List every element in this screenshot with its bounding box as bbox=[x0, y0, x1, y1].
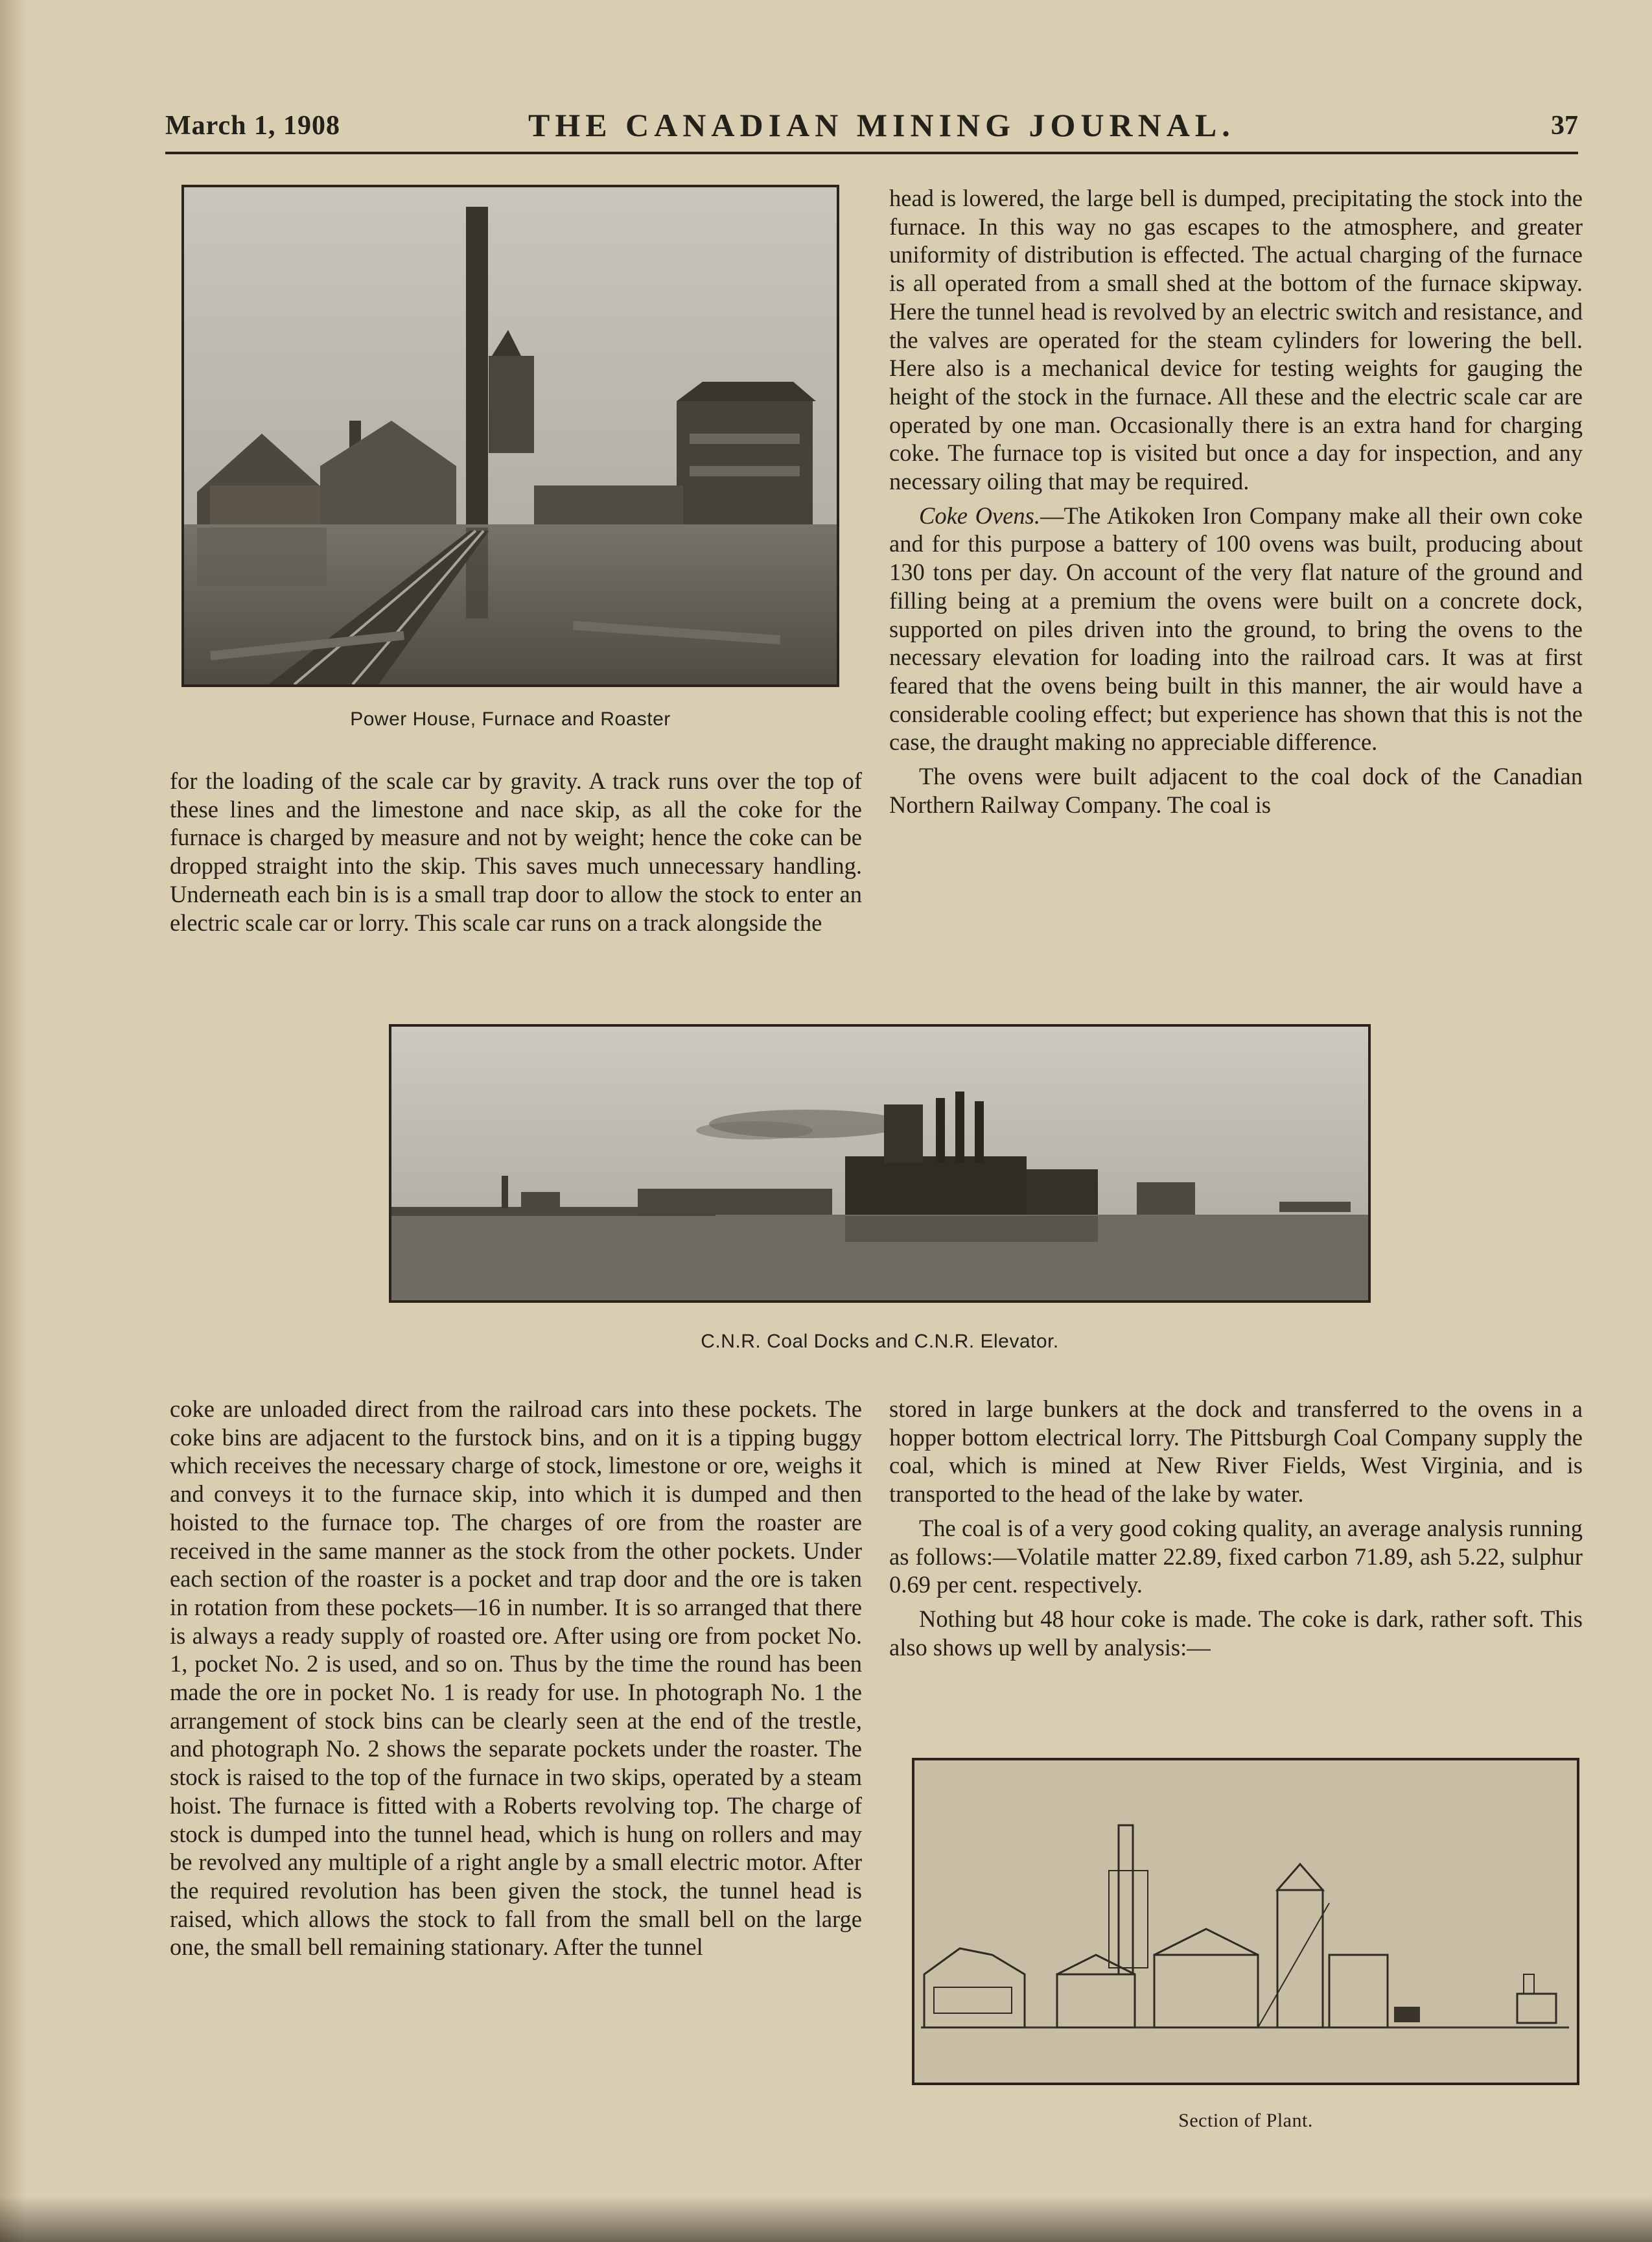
page-edge-shadow bbox=[0, 0, 26, 2242]
coal-docks-photo bbox=[389, 1024, 1371, 1303]
coal-docks-caption: C.N.R. Coal Docks and C.N.R. Elevator. bbox=[701, 1331, 1059, 1352]
paragraph: for the loading of the scale car by gravity. A track runs over the top of these lines and the limestone and nace skip, as all the coke for the furnace is charged by measure and not by weight; hence the coke can be dropped straight into the skip. This saves much unnecessary handling. Underneath each bin is is a small trap door to allow the stock to enter an electric scale car or lorry. This scale car runs on a track alongside the bbox=[170, 767, 862, 936]
text-column-bottom-right bbox=[889, 1395, 1583, 1661]
running-header bbox=[165, 107, 1578, 156]
coke-ovens-paragraph: Coke Ovens.—The Atikoken Iron Company make all their own coke and for this purpose a battery of 100 ovens was built, producing about 130 tons per day. On account of the very flat nature of the ground and filling being at a premium the ovens were built on a concrete dock, supported on piles driven into the ground, to bring the ovens to the necessary elevation for loading into the railroad cars. It was at first feared that the ovens being built in this manner, the air would have a considerable cooling effect; but experience has shown that this is not the case, the draught making no appreciable difference. bbox=[889, 502, 1583, 756]
paragraph: coke are unloaded direct from the railroad cars into these pockets. The coke bins are adjacent to the furstock bins, and on it is a tipping buggy which receives the necessary charge of stock, limestone or ore, weighs it and conveys it to the furnace skip, into which it is dumped and then hoisted to the furnace top. The charges of ore from the roaster are received in the same manner as the stock from the other pockets. Under each section of the roaster is a pocket and trap door and the ore is taken in rotation from these pockets—16 in number. It is so arranged that there is always a ready supply of roasted ore. After using ore from pocket No. 1, pocket No. 2 is used, and so on. Thus by the time the round has been made the ore in pocket No. 1 is ready for use. In photograph No. 1 the arrangement of stock bins can be clearly seen at the end of the trestle, and photograph No. 2 shows the separate pockets under the roaster. The stock is raised to the top of the furnace in two skips, operated by a steam hoist. The furnace is fitted with a Roberts revolving top. The charge of stock is dumped into the tunnel head, which is hung on rollers and may be revolved any multiple of a right angle by a small electric motor. After the required revolution has been given the stock, the tunnel head is raised, which allows the stock to fall from the small bell on the large one, the small bell remaining stationary. After the tunnel bbox=[170, 1395, 862, 1961]
paragraph: The ovens were built adjacent to the coal dock of the Canadian Northern Railway Company. The coal is bbox=[889, 763, 1583, 818]
power-house-caption: Power House, Furnace and Roaster bbox=[350, 708, 671, 730]
power-house-illustration bbox=[184, 187, 837, 684]
section-heading: Coke Ovens. bbox=[919, 502, 1040, 529]
page-number: 37 bbox=[1551, 111, 1578, 141]
paragraph: stored in large bunkers at the dock and transferred to the ovens in a hopper bottom electrical lorry. The Pittsburgh Coal Company supply the coal, which is mined at New River Fields, West Virginia, and is transported to the head of the lake by water. bbox=[889, 1395, 1583, 1508]
paragraph: The coal is of a very good coking quality, an average analysis running as follows:—Volatile matter 22.89, fixed carbon 71.89, ash 5.22, sulphur 0.69 per cent. respectively. bbox=[889, 1514, 1583, 1598]
journal-title: THE CANADIAN MINING JOURNAL. bbox=[528, 107, 1235, 143]
coal-docks-illustration bbox=[391, 1027, 1368, 1300]
header-rule bbox=[165, 152, 1578, 154]
plant-section-illustration bbox=[914, 1760, 1577, 2083]
section-of-plant-caption: Section of Plant. bbox=[1178, 2110, 1313, 2131]
issue-date: March 1, 1908 bbox=[165, 111, 341, 141]
section-of-plant-drawing bbox=[912, 1758, 1579, 2085]
text-column-bottom-left bbox=[170, 1395, 862, 1961]
text-column-top-right bbox=[889, 184, 1583, 819]
text-column-top-left bbox=[170, 767, 862, 937]
page-bottom-shadow bbox=[0, 2197, 1652, 2242]
paragraph: head is lowered, the large bell is dumped, precipitating the stock into the furnace. In this way no gas escapes to the atmosphere, and greater uniformity of distribution is effected. The actual charging of the furnace is all operated from a small shed at the bottom of the furnace skipway. Here the tunnel head is revolved by an electric switch and resistance, and the valves are operated for the steam cylinders for lowering the bell. Here also is a mechanical device for testing weights for gauging the height of the stock in the furnace. All these and the electric scale car are operated by one man. Occasionally there is an extra hand for charging coke. The furnace top is visited but once a day for inspection, and any necessary oiling that may be required. bbox=[889, 185, 1583, 495]
paragraph: Nothing but 48 hour coke is made. The coke is dark, rather soft. This also shows up well by analysis:— bbox=[889, 1605, 1583, 1661]
power-house-photo bbox=[181, 185, 839, 687]
